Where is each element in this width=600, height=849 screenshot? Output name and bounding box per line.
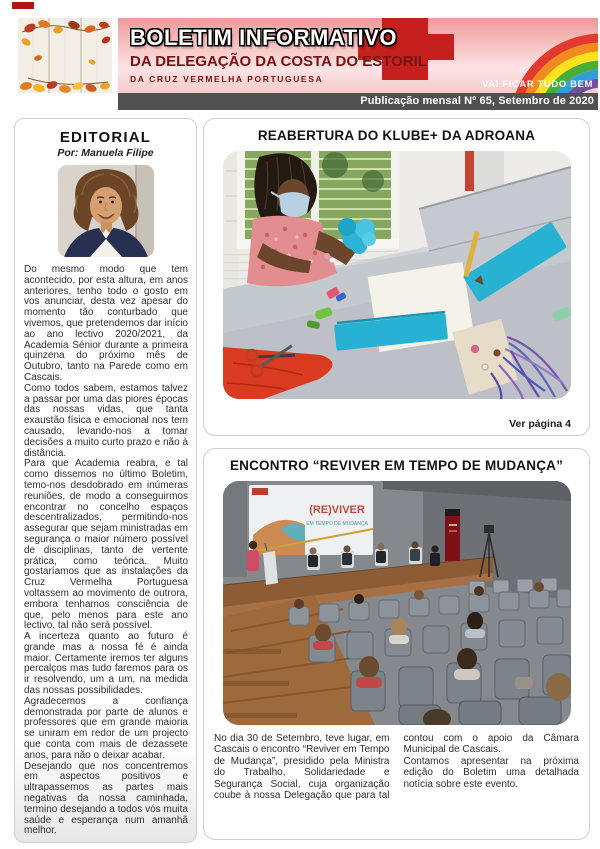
article-bottom-box bbox=[203, 448, 590, 840]
editorial-title: EDITORIAL bbox=[59, 129, 152, 146]
screen-subtitle-text: EM TEMPO DE MUDANÇA bbox=[305, 521, 368, 527]
editorial-paragraph: Do mesmo modo que tem acontecido, por esta altura, em anos anteriores, tenho todo o gosto em vos anunciar, desta vez apesar do momento tão conturbado que vivemos, que pretendemos dar início ao ano lectivo 2020/2021, da Academia Sénior durante a primeira quinzena do próximo mês de Outubro, tanto na Parede como em Cascais. bbox=[24, 264, 188, 383]
article-paragraph: Contamos apresentar na próxima edição do Boletim uma detalhada notícia sobre este evento. bbox=[403, 755, 579, 790]
editorial-box bbox=[14, 118, 197, 843]
editorial-byline: Por: Manuela Filipe bbox=[57, 147, 154, 159]
masthead-banner bbox=[118, 18, 598, 93]
editorial-paragraph: A incerteza quanto ao futuro é grande mas a nossa fé é ainda maior. Certamente iremos ter alguns percalços mas tudo faremos para os ir resolvendo, um a um, na medida das nossas possibilidades. bbox=[24, 631, 188, 697]
newsletter-title: BOLETIM INFORMATIVO bbox=[130, 25, 397, 50]
editorial-paragraph: Como todos sabem, estamos talvez a passar por uma das piores épocas das nossas vidas, que tanta exaustão física e emocional nos tem causado, levando-nos a tomar decisões a muito curto prazo e não à distância. bbox=[24, 382, 188, 459]
screen-title-text: (RE)VIVER bbox=[308, 504, 365, 516]
editorial-paragraph: Desejando que nos concentremos em aspectos positivos e ultrapassemos as partes mais negativas da nossa caminhada, termino desejando a todos vós muita saúde e esperança num amanhã melhor. bbox=[24, 760, 188, 837]
article-paragraph: No dia 30 de Setembro, teve lugar, em Cascais o encontro “Reviver em Tempo de Mudança”, presidido pela Ministra do Trabalho, Solidariedade e Segurança Social, cuja organização coube à nossa Delegação que para tal contou com o apoio da Câmara Municipal de Cascais. bbox=[214, 733, 579, 801]
article-bottom-photo bbox=[223, 481, 571, 725]
article-bottom-body bbox=[214, 733, 579, 801]
editorial-paragraph: Para que Academia reabra, e tal como dissemos no último Boletim, temo-nos desdobrado em inúmeras reuniões, de modo a conseguirmos encontrar no concelho espaços descentralizados, permitindo-nos assegurar que sejam ministradas em segurança o maior número possível de disciplinas, tanto de vertente prática, como teórica. Muito gostaríamos que as instalações da Cruz Vermelha Portuguesa voltassem ao movimento de outrora, embora tenhamos consciência de que, pelo menos para este ano lectivo, tal não será possível. bbox=[24, 458, 188, 632]
page-reference: Ver página 4 bbox=[509, 418, 571, 430]
motto-text: VAI FICAR TUDO BEM bbox=[482, 79, 593, 90]
issue-bar bbox=[118, 93, 598, 110]
masthead-titles bbox=[130, 26, 427, 84]
corner-red-mark bbox=[12, 2, 34, 9]
editorial-paragraph: Agradecemos a confiança demonstrada por parte de alunos e professores que em grande maioria se uniram em redor de um projecto que conta com mais de dezassete anos, para não o deixar acabar. bbox=[24, 695, 188, 761]
article-top-photo bbox=[223, 151, 571, 399]
article-bottom-headline: ENCONTRO “REVIVER EM TEMPO DE MUDANÇA” bbox=[229, 458, 564, 473]
newsletter-organization: DA CRUZ VERMELHA PORTUGUESA bbox=[130, 74, 324, 85]
newsletter-subtitle: DA DELEGAÇÃO DA COSTA DO ESTORIL bbox=[130, 53, 427, 71]
editorial-body bbox=[24, 265, 188, 837]
article-top-box bbox=[203, 118, 590, 436]
editorial-portrait-photo bbox=[58, 165, 154, 257]
autumn-leaves-image bbox=[18, 18, 112, 93]
issue-line: Publicação mensal Nº 65, Setembro de 2020 bbox=[360, 95, 594, 107]
article-top-headline: REABERTURA DO KLUBE+ DA ADROANA bbox=[257, 128, 536, 143]
